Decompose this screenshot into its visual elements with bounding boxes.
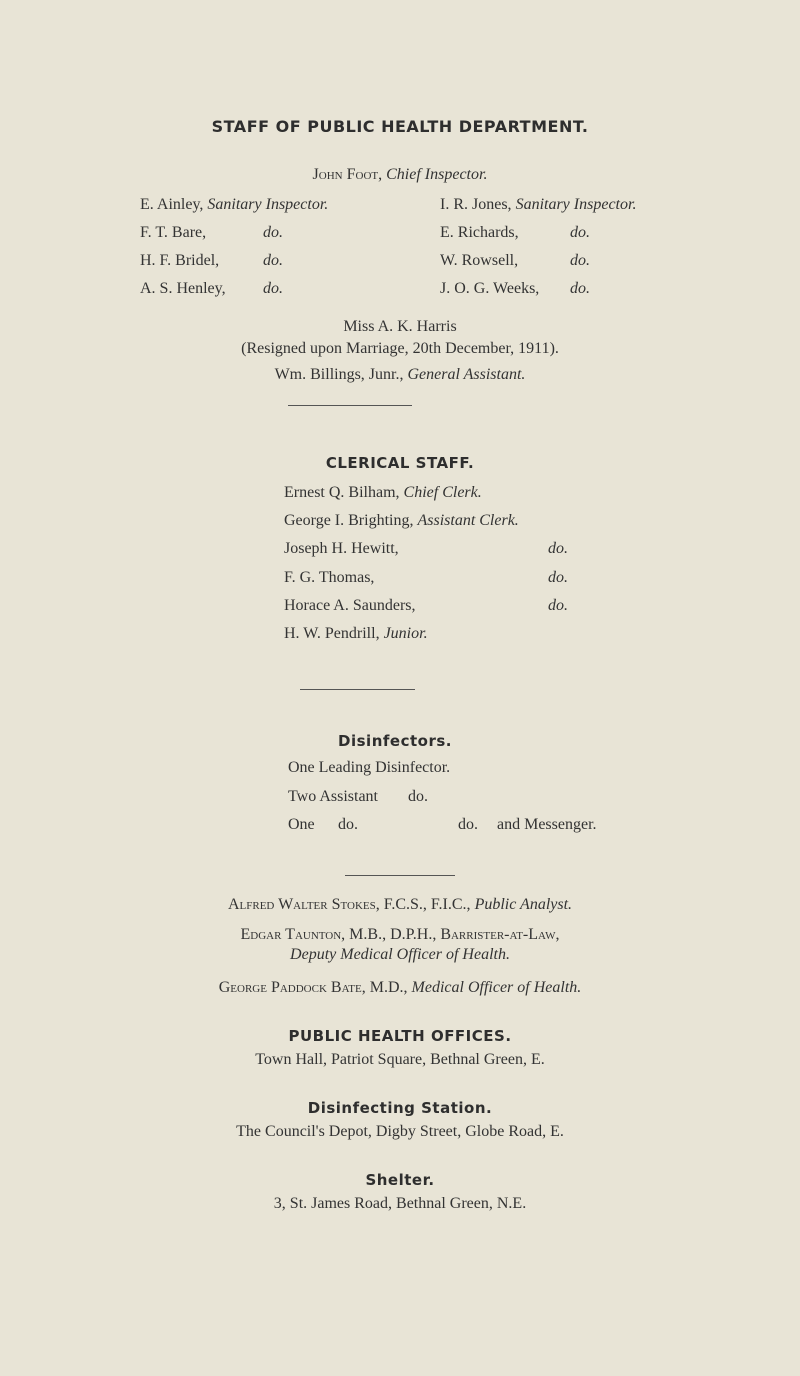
role: Public Analyst.: [474, 896, 573, 913]
officer-name: [0, 925, 800, 945]
station-address: The Council's Depot, Digby Street, Globe Road, E.: [236, 1123, 564, 1140]
role: Chief Clerk.: [403, 484, 482, 501]
name: J. O. G. Weeks,: [440, 280, 540, 297]
name: Alfred Walter Stokes, F.C.S., F.I.C.,: [227, 896, 471, 913]
role: do.: [570, 224, 590, 241]
name: H. W. Pendrill,: [284, 625, 380, 642]
role: Medical Officer of Health.: [411, 979, 582, 996]
offices-title: PUBLIC HEALTH OFFICES.: [288, 1027, 512, 1045]
name: A. S. Henley,: [140, 280, 226, 297]
divider: [345, 875, 455, 876]
role: do.: [263, 252, 283, 269]
name: George Paddock Bate, M.D.,: [218, 979, 408, 996]
billings: [0, 365, 800, 385]
disinfectors-cell: do.: [458, 816, 478, 833]
name: E. Ainley,: [140, 196, 204, 213]
name: H. F. Bridel,: [140, 252, 220, 269]
officer-role: [0, 945, 800, 965]
role: Assistant Clerk.: [417, 512, 519, 529]
harris: Miss A. K. Harris: [343, 318, 457, 335]
role: Junior.: [383, 625, 428, 642]
name: I. R. Jones,: [440, 196, 512, 213]
name: W. Rowsell,: [440, 252, 519, 269]
disinfectors-title: Disinfectors.: [338, 732, 452, 750]
harris-note: (Resigned upon Marriage, 20th December, 1911).: [241, 340, 559, 357]
name: John Foot,: [312, 166, 383, 183]
disinfectors-cell: and Messenger.: [497, 816, 597, 833]
disinfectors-cell: do.: [338, 816, 358, 833]
role: Deputy Medical Officer of Health.: [290, 946, 510, 963]
name: Wm. Billings, Junr.,: [274, 366, 404, 383]
name: Joseph H. Hewitt,: [284, 540, 399, 557]
page-title: STAFF OF PUBLIC HEALTH DEPARTMENT.: [211, 117, 589, 136]
role: Sanitary Inspector.: [515, 196, 637, 213]
role: do.: [263, 224, 283, 241]
offices-address: Town Hall, Patriot Square, Bethnal Green, E.: [255, 1051, 545, 1068]
shelter-title: Shelter.: [365, 1171, 435, 1189]
name: George I. Brighting,: [284, 512, 414, 529]
role: do.: [548, 597, 568, 614]
name: F. G. Thomas,: [284, 569, 375, 586]
role: do.: [570, 280, 590, 297]
disinfectors-cell: One: [288, 816, 315, 833]
officer: [0, 978, 800, 998]
chief-inspector: [0, 165, 800, 185]
clerical-title: CLERICAL STAFF.: [325, 454, 475, 472]
role: General Assistant.: [407, 366, 526, 383]
divider: [300, 689, 415, 690]
role: do.: [570, 252, 590, 269]
divider: [288, 405, 412, 406]
name: Ernest Q. Bilham,: [284, 484, 400, 501]
station-title: Disinfecting Station.: [307, 1099, 493, 1117]
role: do.: [548, 540, 568, 557]
role: Sanitary Inspector.: [207, 196, 329, 213]
shelter-address: 3, St. James Road, Bethnal Green, N.E.: [273, 1195, 527, 1212]
name: Horace A. Saunders,: [284, 597, 416, 614]
role: do.: [548, 569, 568, 586]
name: F. T. Bare,: [140, 224, 207, 241]
disinfectors-cell: Two Assistant: [288, 788, 378, 805]
disinfectors-cell: do.: [408, 788, 428, 805]
officer: [0, 895, 800, 915]
role: do.: [263, 280, 283, 297]
name: E. Richards,: [440, 224, 519, 241]
disinfectors-row: One Leading Disinfector.: [288, 759, 451, 776]
role: Chief Inspector.: [386, 166, 488, 183]
name: Edgar Taunton, M.B., D.P.H., Barrister-at-Law,: [240, 926, 560, 943]
